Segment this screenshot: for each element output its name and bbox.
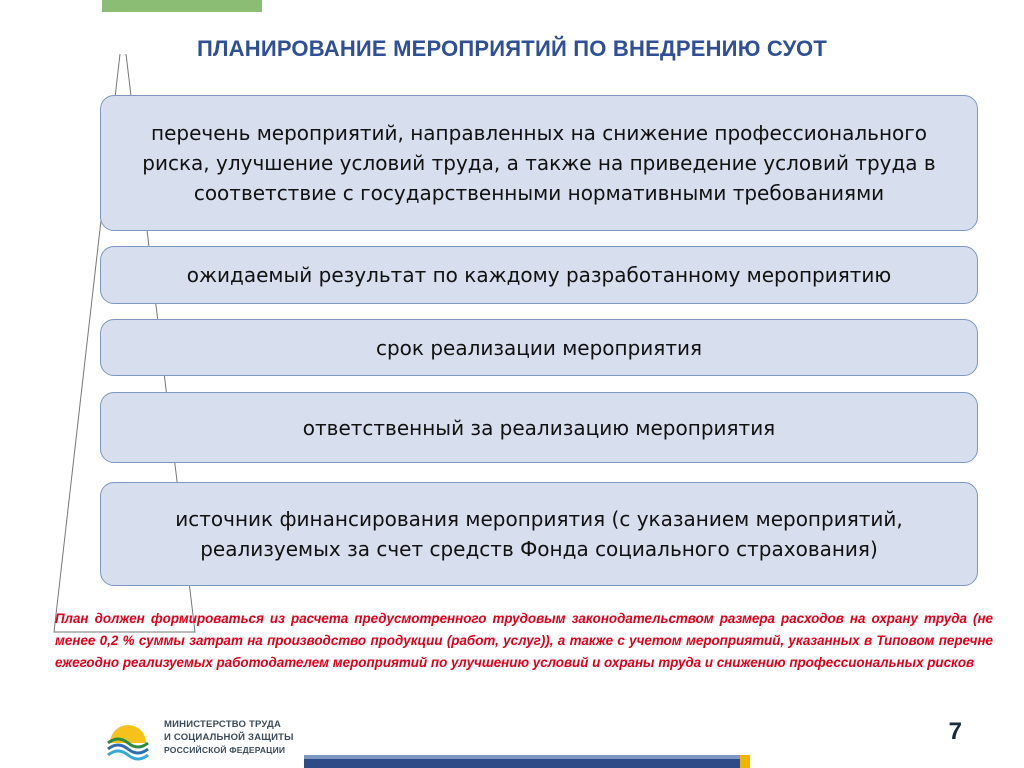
- planning-item-measures-list: перечень мероприятий, направленных на снижение профессионального риска, улучшение условий труда, а также на приведение условий труда в соответствие с государственными нормативными требованиями: [100, 95, 978, 231]
- ministry-logo-icon: [104, 713, 152, 761]
- logo-line-3: РОССИЙСКОЙ ФЕДЕРАЦИИ: [164, 745, 286, 755]
- page-number: 7: [948, 718, 962, 745]
- footer-bar-highlight: [304, 755, 740, 759]
- logo-line-2: И СОЦИАЛЬНОЙ ЗАЩИТЫ: [164, 732, 294, 743]
- ministry-logo-text: [164, 718, 294, 757]
- planning-item-responsible: ответственный за реализацию мероприятия: [100, 392, 978, 463]
- planning-item-funding-source: источник финансирования мероприятия (с указанием мероприятий, реализуемых за счет средств Фонда социального страхования): [100, 482, 978, 586]
- slide-title: ПЛАНИРОВАНИЕ МЕРОПРИЯТИЙ ПО ВНЕДРЕНИЮ СУОТ: [197, 36, 827, 61]
- plan-note: План должен формироваться из расчета предусмотренного трудовым законодательством размера расходов на охрану труда (не менее 0,2 % суммы затрат на производство продукции (работ, услуг)), а также с учетом мероприятий, указанных в Типовом перечне ежегодно реализуемых работодателем мероприятий по улучшению условий и охраны труда и снижению профессиональных рисков: [55, 611, 993, 670]
- planning-item-deadline: срок реализации мероприятия: [100, 319, 978, 376]
- planning-item-expected-result: ожидаемый результат по каждому разработанному мероприятию: [100, 246, 978, 304]
- top-accent-bar: [102, 0, 262, 12]
- logo-line-1: МИНИСТЕРСТВО ТРУДА: [164, 719, 282, 730]
- footer-bar-accent: [740, 755, 750, 768]
